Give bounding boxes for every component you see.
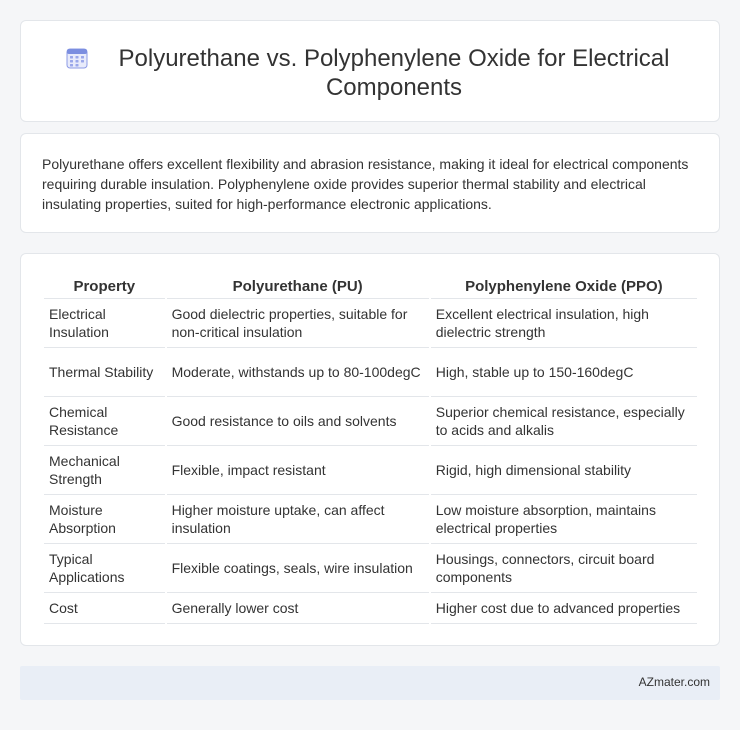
header-card — [20, 20, 720, 122]
property-cell: Chemical Resistance — [44, 397, 165, 446]
property-cell: Typical Applications — [44, 544, 165, 593]
ppo-cell: High, stable up to 150-160degC — [431, 348, 697, 397]
intro-text: Polyurethane offers excellent flexibility and abrasion resistance, making it ideal for electrical components requiring durable insulation. Polyphenylene oxide provides superior thermal stability and electrical insulating properties, suited for high-performance electronic applications. — [42, 156, 689, 212]
ppo-cell: Higher cost due to advanced properties — [431, 593, 697, 624]
polyurethane-cell: Generally lower cost — [167, 593, 429, 624]
table-row — [44, 495, 697, 544]
column-header-polyurethane: Polyurethane (PU) — [167, 276, 429, 299]
table-row — [44, 593, 697, 624]
column-header-ppo: Polyphenylene Oxide (PPO) — [431, 276, 697, 299]
column-header-property: Property — [44, 276, 165, 299]
ppo-cell: Excellent electrical insulation, high dielectric strength — [431, 299, 697, 348]
intro-card — [20, 133, 720, 233]
table-header-row — [44, 276, 697, 299]
table-row — [44, 348, 697, 397]
footer-site-link[interactable]: AZmater.com — [638, 675, 710, 689]
comparison-table — [42, 276, 699, 624]
ppo-cell: Housings, connectors, circuit board components — [431, 544, 697, 593]
ppo-cell: Low moisture absorption, maintains electrical properties — [431, 495, 697, 544]
table-row — [44, 397, 697, 446]
polyurethane-cell: Higher moisture uptake, can affect insulation — [167, 495, 429, 544]
polyurethane-cell: Good dielectric properties, suitable for non-critical insulation — [167, 299, 429, 348]
property-cell: Cost — [44, 593, 165, 624]
header — [21, 44, 719, 102]
table-row — [44, 446, 697, 495]
property-cell: Thermal Stability — [44, 348, 165, 397]
ppo-cell: Rigid, high dimensional stability — [431, 446, 697, 495]
table-row — [44, 544, 697, 593]
polyurethane-cell: Flexible, impact resistant — [167, 446, 429, 495]
property-cell: Moisture Absorption — [44, 495, 165, 544]
property-cell: Electrical Insulation — [44, 299, 165, 348]
polyurethane-cell: Good resistance to oils and solvents — [167, 397, 429, 446]
property-cell: Mechanical Strength — [44, 446, 165, 495]
page-title: Polyurethane vs. Polyphenylene Oxide for Electrical Components — [118, 45, 670, 101]
footer — [20, 666, 720, 700]
comparison-card — [20, 253, 720, 646]
polyurethane-cell: Moderate, withstands up to 80-100degC — [167, 348, 429, 397]
calendar-icon — [66, 47, 88, 69]
polyurethane-cell: Flexible coatings, seals, wire insulation — [167, 544, 429, 593]
ppo-cell: Superior chemical resistance, especially to acids and alkalis — [431, 397, 697, 446]
table-row — [44, 299, 697, 348]
